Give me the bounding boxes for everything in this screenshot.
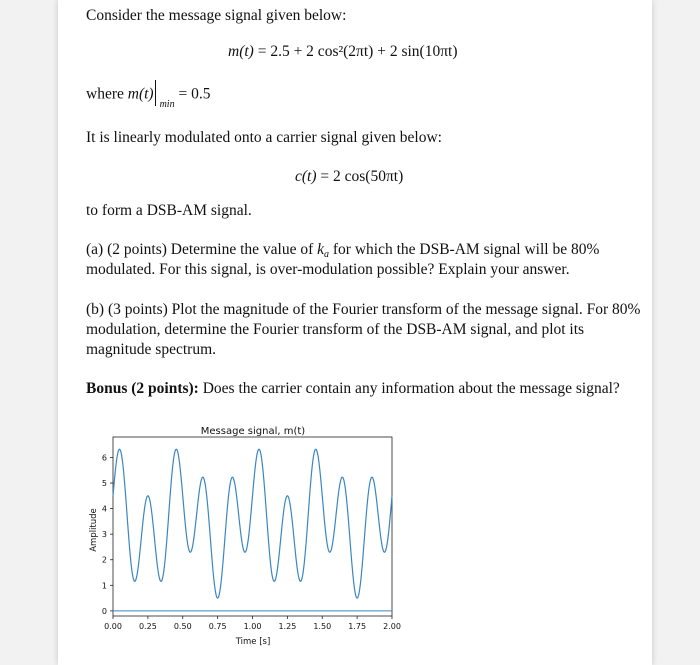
min-prefix: where — [86, 85, 124, 103]
bonus-label: Bonus (2 points): — [86, 380, 199, 397]
x-tick-label: 0.75 — [208, 622, 227, 631]
series-line-message — [113, 449, 392, 598]
part-b-line2: modulation, determine the Fourier transform of the DSB-AM signal, and plot its — [86, 321, 585, 338]
plot-frame — [113, 437, 392, 616]
x-tick-label: 0.00 — [104, 622, 122, 631]
part-a-line1-pre: (a) (2 points) Determine the value of — [86, 241, 318, 258]
chart-xlabel: Time [s] — [235, 637, 271, 647]
x-tick-label: 1.75 — [348, 622, 367, 631]
y-tick-label: 5 — [101, 479, 107, 489]
chart-ylabel: Amplitude — [89, 508, 99, 552]
ka-subscript: a — [324, 249, 330, 260]
y-tick-label: 4 — [101, 504, 107, 514]
x-tick-label: 2.00 — [383, 622, 401, 631]
y-tick-label: 2 — [101, 555, 107, 565]
x-tick-label: 1.50 — [313, 622, 332, 631]
modulated-text: It is linearly modulated onto a carrier signal given below: — [86, 129, 442, 146]
message-equation-rhs: = 2.5 + 2 cos²(2πt) + 2 sin(10πt) — [257, 43, 458, 60]
dsb-text: to form a DSB-AM signal. — [86, 202, 252, 219]
y-tick-label: 0 — [101, 606, 107, 616]
min-rhs: = 0.5 — [178, 85, 211, 103]
part-a-line1-post: for which the DSB-AM signal will be 80% — [329, 241, 600, 258]
part-a-line2: modulated. For this signal, is over-modulation possible? Explain your answer. — [86, 261, 570, 278]
y-tick-label: 1 — [101, 581, 107, 591]
bonus-text: Does the carrier contain any information about the message signal? — [198, 380, 620, 397]
message-equation-lhs: m(t) — [228, 43, 254, 60]
x-tick-label: 1.00 — [243, 622, 262, 631]
y-tick-label: 6 — [101, 453, 107, 463]
x-tick-label: 1.25 — [278, 622, 297, 631]
y-tick-label: 3 — [101, 530, 107, 540]
ka-symbol: k — [317, 241, 325, 258]
min-subscript: min — [159, 98, 175, 110]
part-b-line3: magnitude spectrum. — [86, 341, 216, 358]
x-tick-label: 0.25 — [138, 622, 157, 631]
carrier-equation-rhs: = 2 cos(50πt) — [320, 168, 404, 185]
carrier-equation-lhs: c(t) — [295, 168, 317, 185]
x-tick-label: 0.50 — [173, 622, 192, 631]
chart-title: Message signal, m(t) — [200, 426, 306, 437]
intro-text: Consider the message signal given below: — [86, 7, 347, 24]
min-lhs: m(t) — [127, 85, 154, 103]
part-b-line1: (b) (3 points) Plot the magnitude of the Fourier transform of the message signal. For 80% — [86, 301, 641, 318]
